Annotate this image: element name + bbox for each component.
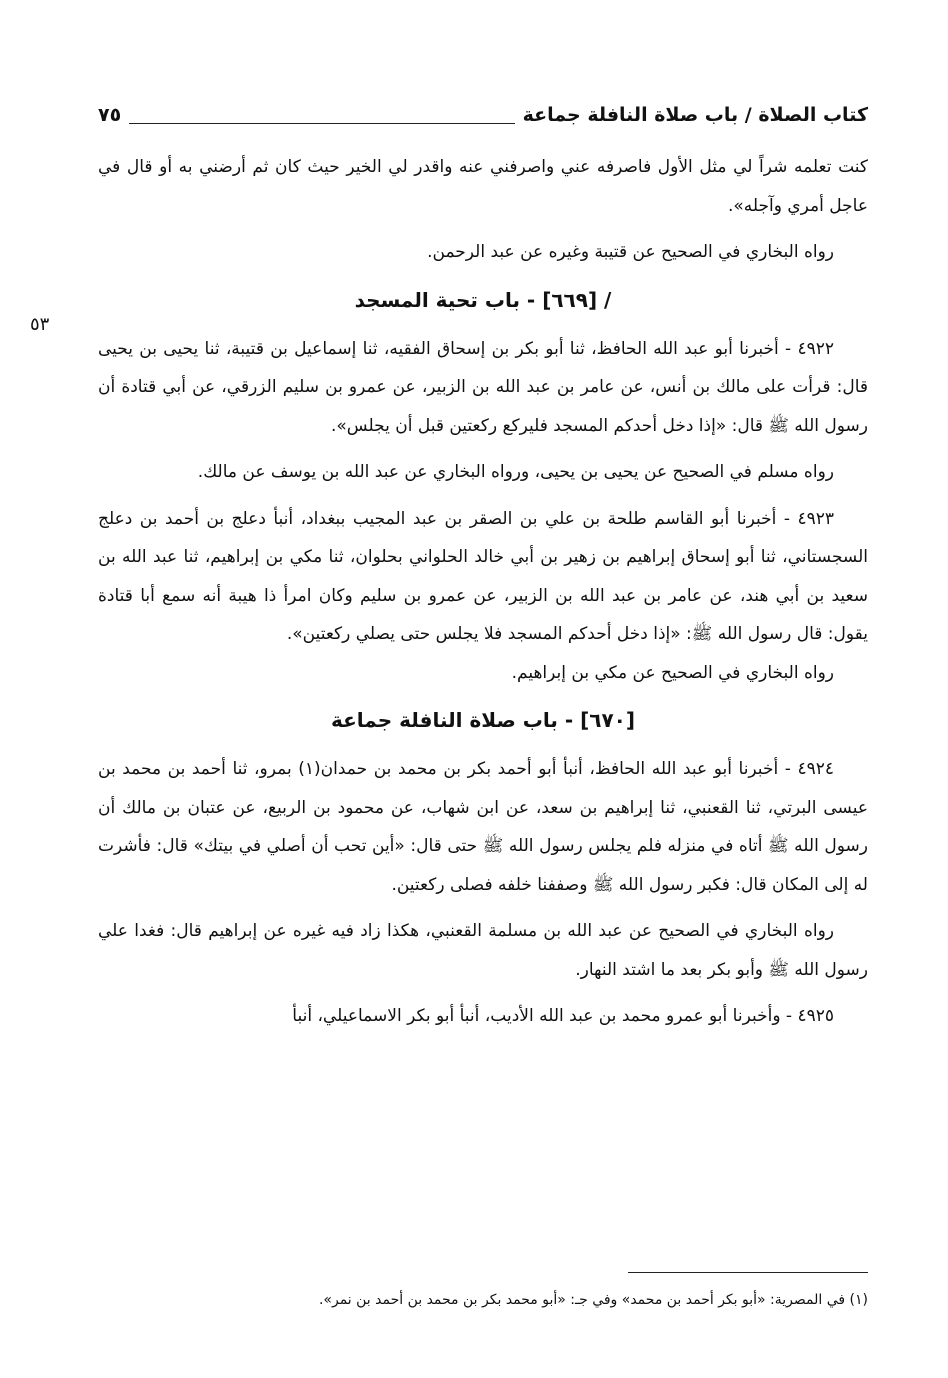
margin-page-reference: ٥٣	[30, 314, 50, 335]
header-rule	[129, 123, 514, 124]
paragraph-narration: رواه البخاري في الصحيح عن مكي بن إبراهيم.	[511, 662, 834, 683]
paragraph-narration: رواه البخاري في الصحيح عن عبد الله بن مسلمة القعنبي، هكذا زاد فيه غيره عن إبراهيم قال: فغدا علي رسول الله ﷺ وأبو بكر بعد ما اشتد النهار.	[98, 921, 868, 980]
page-number: ٧٥	[98, 104, 122, 126]
spacer	[98, 492, 868, 500]
page-header	[98, 96, 868, 134]
footnote: (١) في المصرية: «أبو بكر أحمد بن محمد» وفي جـ: «أبو محمد بكر بن محمد بن أحمد بن نمر».	[318, 1292, 868, 1308]
spacer	[98, 225, 868, 233]
spacer	[98, 904, 868, 912]
paragraph-narration: رواه البخاري في الصحيح عن قتيبة وغيره عن عبد الرحمن.	[427, 242, 834, 262]
hadith-4924: ٤٩٢٤ - أخبرنا أبو عبد الله الحافظ، أنبأ أبو أحمد بكر بن محمد بن حمدان(١) بمرو، ثنا أحمد بن محمد بن عيسى البرتي، ثنا القعنبي، ثنا إبراهيم بن سعد، عن ابن شهاب، عن محمود بن الربيع، عن عتبان بن مالك أن رسول الله ﷺ أتاه في منزله فلم يجلس رسول الله ﷺ حتى قال: «أين تحب أن أصلي في بيتك» قال: فأشرت له إلى المكان قال: فكبر رسول الله ﷺ وصففنا خلفه فصلى ركعتين.	[98, 759, 868, 895]
footnote-rule	[628, 1272, 868, 1273]
hadith-4923: ٤٩٢٣ - أخبرنا أبو القاسم طلحة بن علي بن الصقر بن عبد المجيب ببغداد، أنبأ دعلج بن أحمد بن دعلج السجستاني، ثنا أبو إسحاق إبراهيم بن زهير بن أبي خالد الحلواني بحلوان، ثنا مكي بن إبراهيم، ثنا عبد الله بن سعيد بن أبي هند، عن عامر بن عبد الله بن الزبير، عن عمرو بن سليم وكان امرأ ذا هيبة أنه سمع أبا قتادة يقول: قال رسول الله ﷺ: «إذا دخل أحدكم المسجد فلا يجلس حتى يصلي ركعتين».	[98, 508, 868, 644]
spacer	[98, 989, 868, 997]
hadith-4922: ٤٩٢٢ - أخبرنا أبو عبد الله الحافظ، ثنا أبو بكر بن إسحاق الفقيه، ثنا إسماعيل بن قتيبة، ثنا يحيى بن يحيى قال: قرأت على مالك بن أنس، عن عامر بن عبد الله بن الزبير، عن عمرو بن سليم الزرقي، عن أبي قتادة أن رسول الله ﷺ قال: «إذا دخل أحدكم المسجد فليركع ركعتين قبل أن يجلس».	[98, 338, 868, 436]
body-text	[98, 148, 868, 1036]
hadith-4925: ٤٩٢٥ - وأخبرنا أبو عمرو محمد بن عبد الله الأديب، أنبأ أبو بكر الاسماعيلي، أنبأ	[292, 1006, 834, 1026]
running-title: كتاب الصلاة / باب صلاة النافلة جماعة	[522, 104, 868, 126]
paragraph-narration: رواه مسلم في الصحيح عن يحيى بن يحيى، ورواه البخاري عن عبد الله بن يوسف عن مالك.	[197, 462, 834, 482]
chapter-heading-670: [٦٧٠] - باب صلاة النافلة جماعة	[330, 708, 635, 732]
spacer	[98, 445, 868, 453]
paragraph-continuation: كنت تعلمه شراً لي مثل الأول فاصرفه عني واصرفني عنه واقدر لي الخير حيث كان ثم أرضني به أو قال في عاجل أمري وآجله».	[98, 157, 868, 216]
chapter-heading-669: / [٦٦٩] - باب تحية المسجد	[354, 287, 612, 312]
